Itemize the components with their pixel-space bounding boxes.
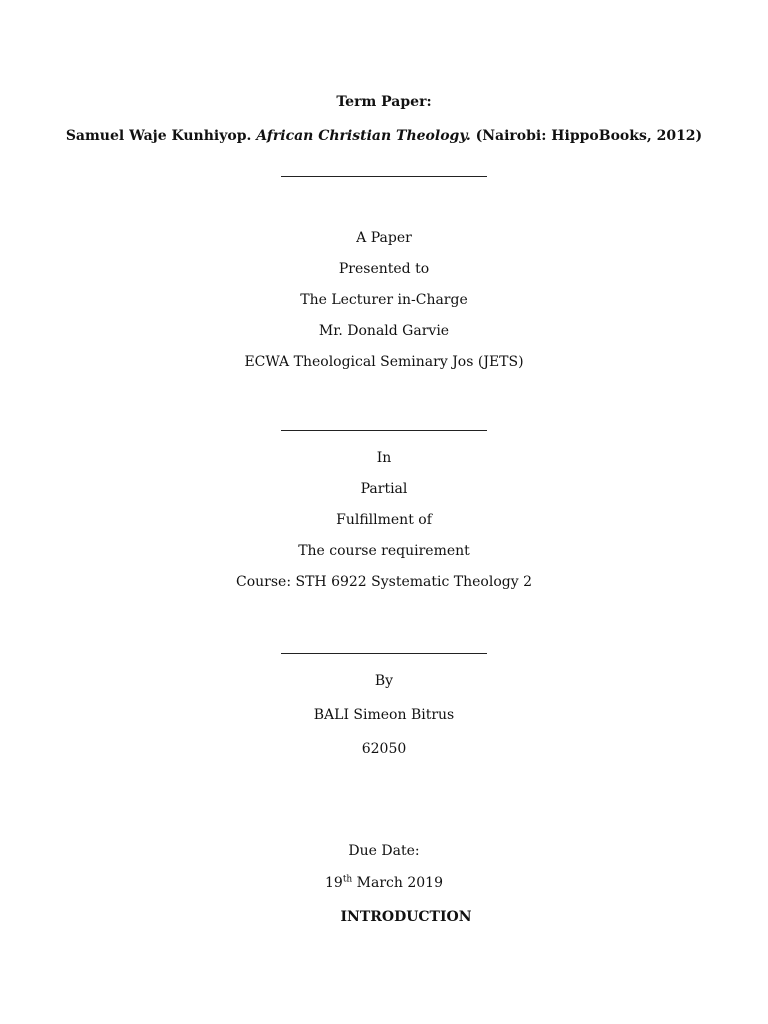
author-name: BALI Simeon Bitrus bbox=[313, 707, 455, 723]
presented-to-label: Presented to bbox=[338, 261, 430, 277]
fulfillment-of: Fulfillment of bbox=[336, 512, 432, 528]
due-date-label: Due Date: bbox=[348, 843, 420, 859]
divider-rule bbox=[281, 176, 487, 177]
course-requirement: The course requirement bbox=[298, 543, 470, 559]
due-month-year: March 2019 bbox=[352, 875, 443, 891]
divider-rule bbox=[281, 653, 487, 654]
by-label: By bbox=[374, 673, 394, 689]
term-paper-label: Term Paper: bbox=[336, 94, 432, 110]
citation-title: African Christian Theology. bbox=[256, 128, 471, 144]
student-id: 62050 bbox=[361, 741, 407, 757]
citation-line bbox=[0, 127, 768, 145]
course-code: Course: STH 6922 Systematic Theology 2 bbox=[236, 574, 532, 590]
fulfillment-partial: Partial bbox=[360, 481, 408, 497]
due-day: 19 bbox=[324, 875, 343, 891]
divider-rule bbox=[281, 430, 487, 431]
citation-publication: (Nairobi: HippoBooks, 2012) bbox=[475, 128, 703, 144]
citation-author: Samuel Waje Kunhiyop. bbox=[65, 128, 252, 144]
paper-label: A Paper bbox=[356, 230, 412, 246]
institution-name: ECWA Theological Seminary Jos (JETS) bbox=[244, 354, 524, 370]
section-heading: INTRODUCTION bbox=[340, 909, 472, 925]
lecturer-name: Mr. Donald Garvie bbox=[318, 323, 450, 339]
due-day-suffix: th bbox=[342, 874, 353, 885]
fulfillment-in: In bbox=[376, 450, 392, 466]
lecturer-role: The Lecturer in-Charge bbox=[300, 292, 468, 308]
due-date-value bbox=[0, 874, 768, 892]
